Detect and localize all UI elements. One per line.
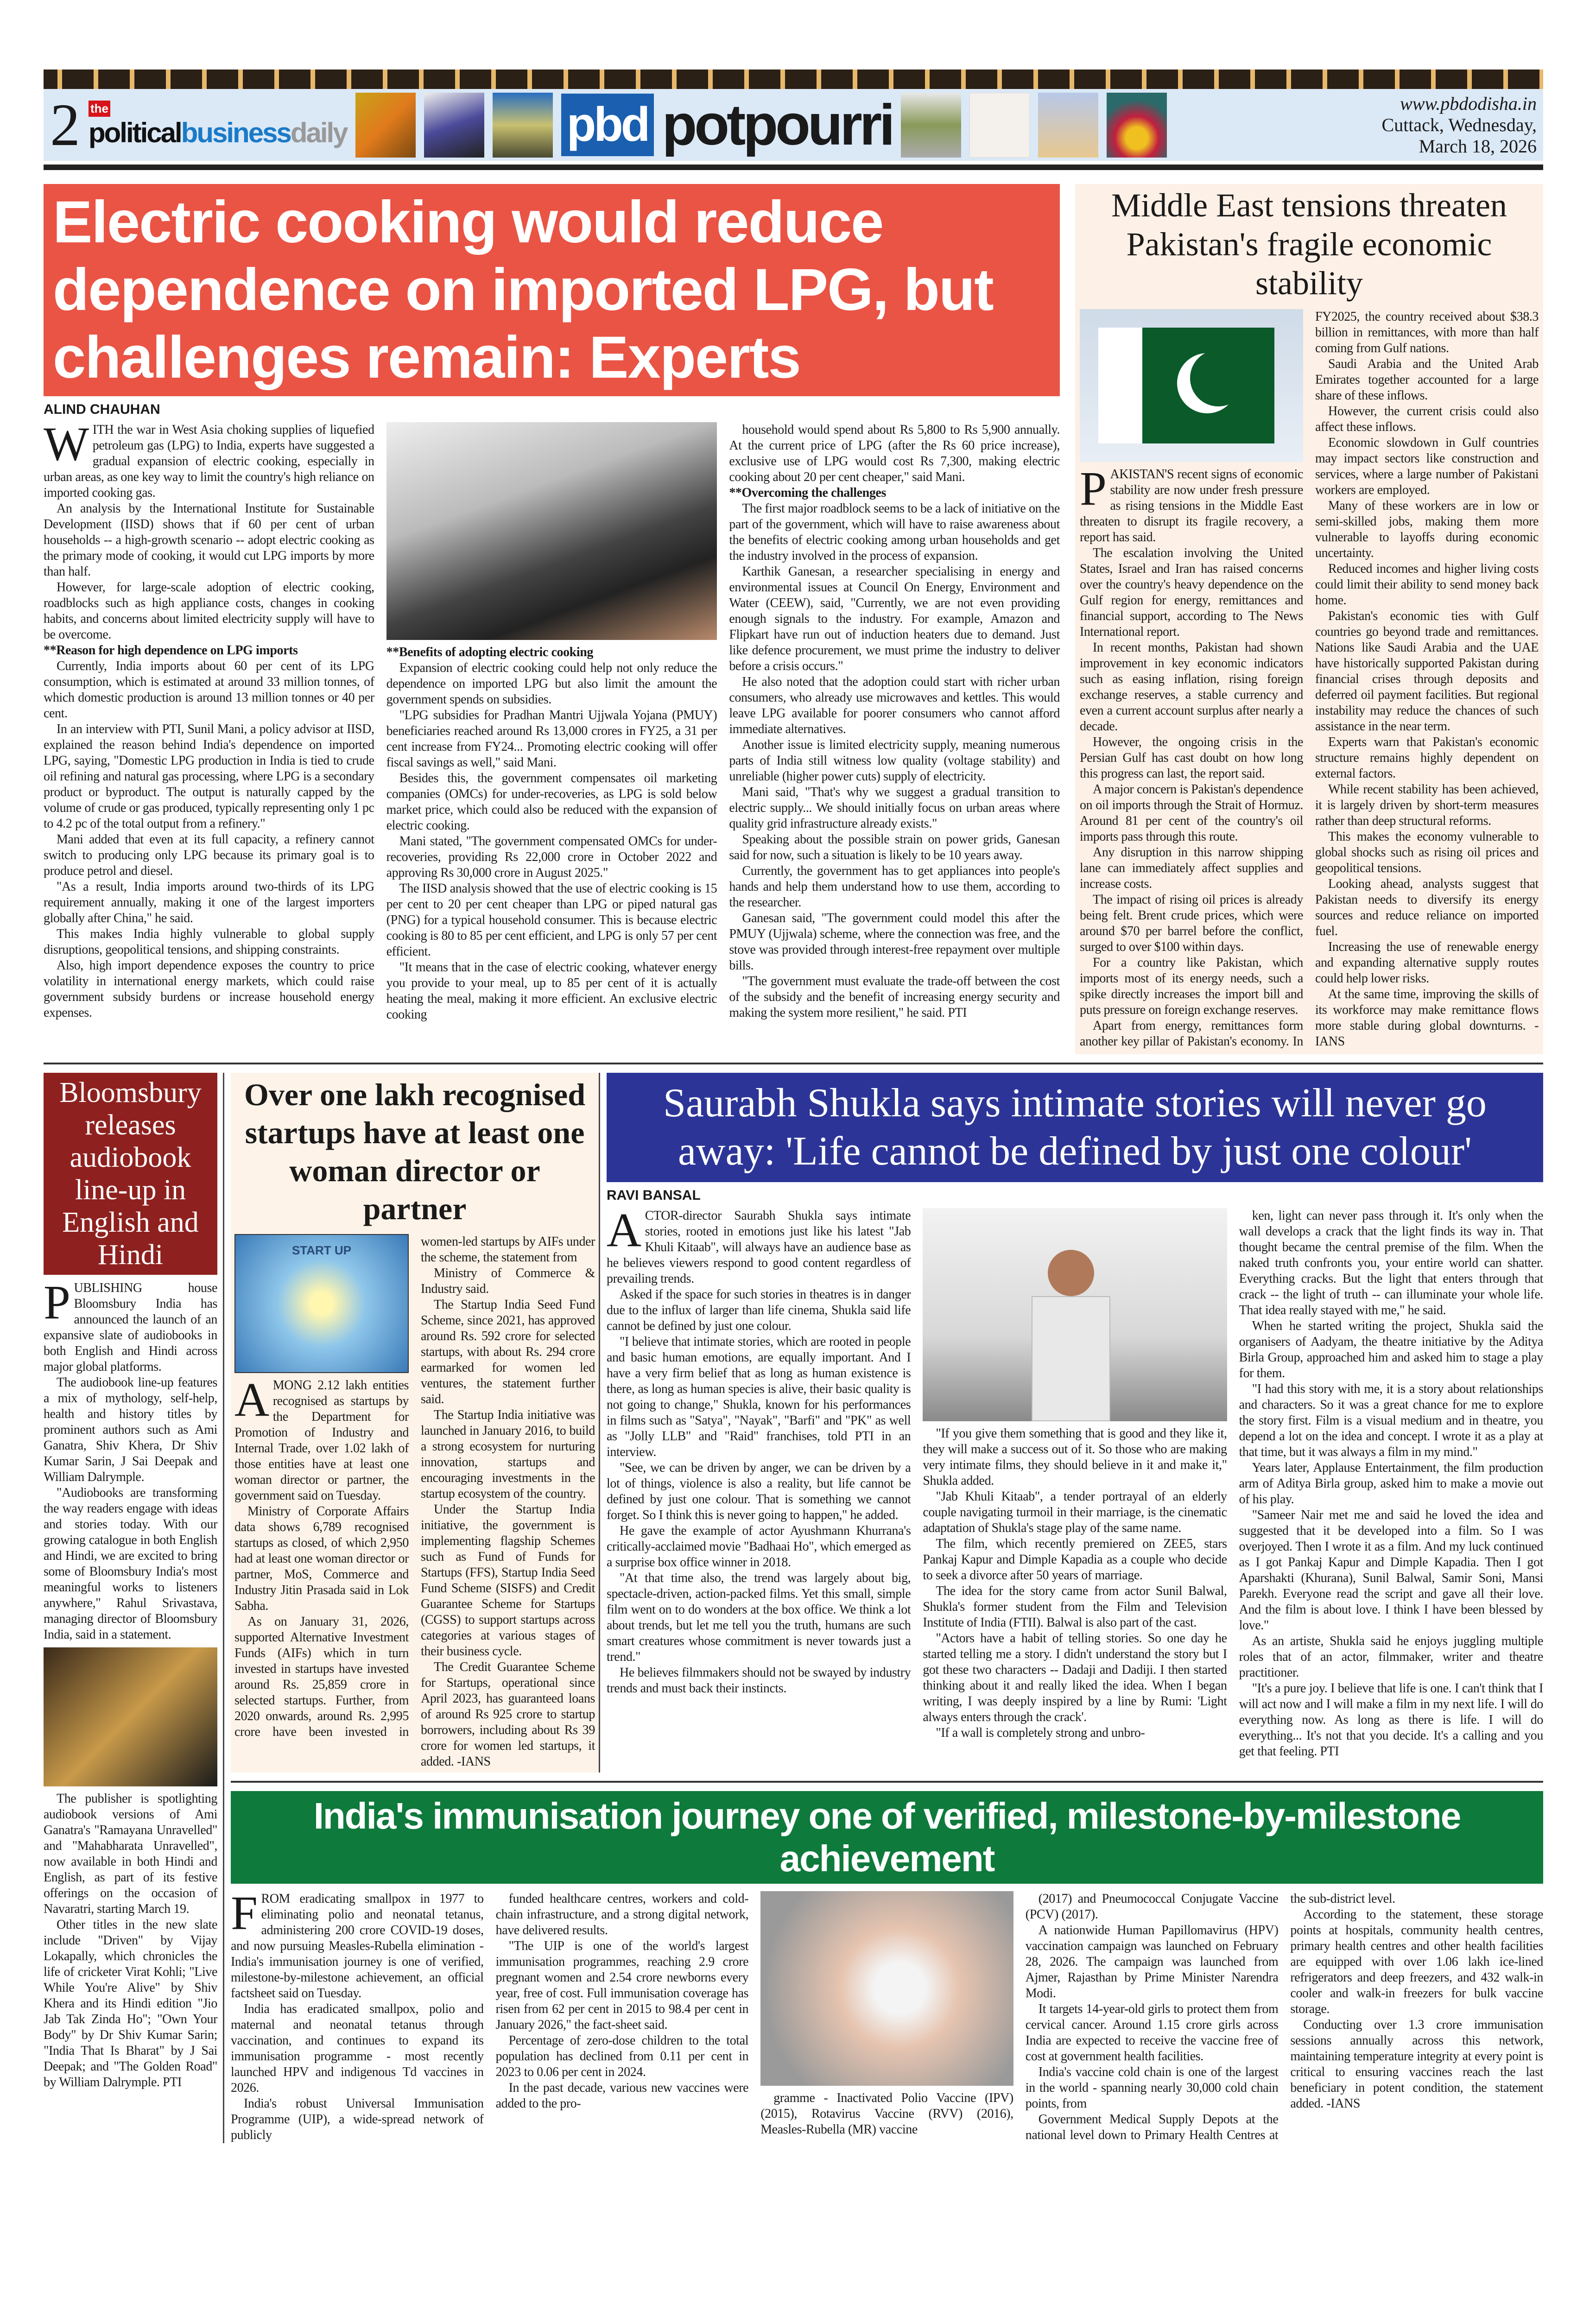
paragraph: Also, high import dependence exposes the country to price volatility in international energy markets, which could raise government subsidy burdens or increase household energy expenses. bbox=[44, 958, 374, 1020]
headline-immunisation: India's immunisation journey one of verified, milestone-by-milestone achievement bbox=[231, 1791, 1543, 1884]
text-block bbox=[44, 418, 374, 1021]
paragraph: Speaking about the possible strain on power grids, Ganesan said for now, such a situation is likely to be 10 years away. bbox=[729, 832, 1060, 862]
masthead-image-idol bbox=[355, 93, 416, 158]
paragraph: As on January 31, 2026, supported Alternative Investment Funds (AIFs) which in turn invested in startups have invested around Rs. 25,859 crore in selected startups. Further, from 2020 onwards, around Rs. 2,995 crore have been invested in women-led startups by AIFs under the scheme, the statement from bbox=[234, 1234, 595, 1739]
byline-electric: ALIND CHAUHAN bbox=[44, 402, 160, 417]
paragraph: Increasing the use of renewable energy and expanding alternative supply routes could help lower risks. bbox=[1315, 940, 1539, 986]
paragraph: "As a result, India imports around two-thirds of its LPG requirement annually, making it one of the largest importers globally after China," he said. bbox=[44, 880, 374, 925]
paragraph: The impact of rising oil prices is already being felt. Brent crude prices, which were around $70 per barrel before the conflict, surged to over $100 within days. bbox=[1080, 893, 1303, 954]
paragraph: "It means that in the case of electric cooking, whatever energy you provide to your meal, up to 85 per cent of it is actually heating the meal, making it more efficient. An exclusive electric cooking bbox=[386, 960, 717, 1022]
paragraph: "If you give them something that is good and they like it, they will make a success out of it. So those who are making very intimate films, they should believe in it and make it," Shukla added. bbox=[923, 1426, 1227, 1488]
saurabh-shukla-photo bbox=[923, 1208, 1227, 1421]
text-block bbox=[1026, 1891, 1279, 2112]
paragraph: Saudi Arabia and the United Arab Emirates together accounted for a large share of these inflows. bbox=[1315, 357, 1539, 403]
paragraph: The Startup India initiative was launched in January 2016, to build a strong ecosystem for nurturing innovation, startups and encouraging investments in the startup ecosystem of the country. bbox=[421, 1408, 595, 1501]
startup-image-label: START UP bbox=[291, 1243, 352, 1257]
paragraph: "Audiobooks are transforming the way readers engage with ideas and stories today. With our growing catalogue in both English and Hindi, we are excited to bring some of Bloomsbury India's most meaningful works to listeners anywhere," Rahul Srivastava, managing director of Bloomsbury India, said in a statement. bbox=[44, 1486, 217, 1642]
text-block bbox=[729, 422, 1060, 1021]
dropcap: P bbox=[44, 1276, 70, 1329]
text-block bbox=[44, 1276, 217, 1643]
paragraph: "Jab Khuli Kitaab", a tender portrayal of an elderly couple navigating turmoil in their marriage, is the cinematic adaptation of Shukla's stage play of the same name. bbox=[923, 1489, 1227, 1535]
paragraph: Currently, the government has to get appliances into people's hands and help them understand how to use them, according to the researcher. bbox=[729, 864, 1060, 910]
paragraph: AKISTAN'S recent signs of economic stability are now under fresh pressure as rising tensions in the Middle East threaten to disrupt its fragile recovery, a report has said. bbox=[1080, 467, 1303, 544]
dropcap: W bbox=[44, 418, 89, 471]
logo-business: business bbox=[181, 117, 291, 148]
paragraph: Looking ahead, analysts suggest that Pakistan needs to diversify its energy sources and reduce reliance on imported fuel. bbox=[1315, 877, 1539, 938]
newspaper-page bbox=[44, 70, 1543, 2143]
paragraph: Currently, India imports about 60 per cent of its LPG consumption, which is estimated at around 33 million tonnes, of which domestic production is around 13 million tonnes or 40 per cent. bbox=[44, 659, 374, 721]
paragraph: However, the current crisis could also affect these inflows. bbox=[1315, 404, 1539, 434]
article-shukla bbox=[600, 1073, 1543, 1773]
masthead-rule bbox=[44, 165, 1543, 170]
article-startups bbox=[231, 1073, 600, 1773]
paragraph: He believes filmmakers should not be swayed by industry trends and must back their instincts. bbox=[607, 1665, 911, 1696]
paragraph: "I believe that intimate stories, which are rooted in people and basic human emotions, are equally important. And I have a very firm belief that as long as human existence is there, as long as human species is alive, their basic quality is not going to change," Shukla, known for his performances in films such as "Satya", "Nayak", "Barfi" and "PK" as well as "Jolly LLB" and "Raid" franchises, told PTI in an interview. bbox=[607, 1335, 911, 1459]
paragraph: "Sameer Nair met me and said he loved the idea and suggested that it be developed into a film. So I was overjoyed. Then I wrote it as a film. And my luck continued as I got Pankaj Kapur and Dimple Kapadia. Then I got Aparshakti (Khurana), Sunil Balwal, Samir Soni, Mansi Parekh. Everyone read the script and gave all their love. And the film is about love. I think I have been blessed by love." bbox=[1239, 1508, 1543, 1633]
dropcap: F bbox=[231, 1887, 258, 1940]
paragraph: Pakistan's economic ties with Gulf countries go beyond trade and remittances. Nations like Saudi Arabia and the UAE have historically supported Pakistan during financial crises through deposits and deferred oil payment facilities. But regional instability may reduce the chances of such assistance in the near term. bbox=[1315, 609, 1539, 734]
paragraph: Under the Startup India initiative, the government is implementing flagship Schemes such as Fund of Funds for Startups (FFS), Startup India Seed Fund Scheme (SISFS) and Credit Guarantee Scheme for Startups (CGSS) to support startups across categories at various stages of their business cycle. bbox=[421, 1502, 595, 1659]
paragraph: CTOR-director Saurabh Shukla says intimate stories, rooted in emotions just like his latest "Jab Khuli Kitaab", will always have an audience base as he believes viewers respond to good content regardless of prevailing trends. bbox=[607, 1209, 911, 1286]
paragraph: In recent months, Pakistan had shown improvement in key economic indicators such as easing inflation, rising foreign exchange reserves, a stable currency and even a current account surplus after nearly a decade. bbox=[1080, 640, 1303, 734]
page-number: 2 bbox=[50, 91, 80, 158]
bottom-right-block bbox=[231, 1073, 1543, 2143]
logo-daily: daily bbox=[290, 117, 347, 148]
text-block bbox=[923, 1426, 1227, 1741]
dropcap: A bbox=[234, 1373, 269, 1426]
startups-body bbox=[234, 1234, 595, 1770]
paragraph: Economic slowdown in Gulf countries may impact sectors like construction and services, where a large number of Pakistani workers are employed. bbox=[1315, 436, 1539, 497]
newspaper-logo bbox=[89, 101, 347, 149]
section-badge-pbd: pbd bbox=[561, 94, 654, 156]
paragraph: India has eradicated smallpox, polio and maternal and neonatal tetanus through vaccination, and continues to expand its immunisation programme - most recently launched HPV and indigenous Td vaccines in 2026. bbox=[231, 2002, 484, 2095]
paragraph: Mani stated, "The government compensated OMCs for under-recoveries, providing Rs 22,000 crore in October 2022 and approving Rs 30,000 crore in August 2025." bbox=[386, 834, 717, 880]
paragraph: ken, light can never pass through it. It's only when the wall develops a crack that the light finds its way in. That thought became the central premise of the film. When the naked truth confronts you, your entire world can shatter. Everything cracks. But the light that enters through that crack -- the light of truth -- can illuminate your whole life. That idea really stayed with me," he said. bbox=[1239, 1209, 1543, 1317]
text-block bbox=[1315, 435, 1539, 1050]
paragraph: Expansion of electric cooking could help not only reduce the dependence on imported LPG but also limit the amount the government spends on subsidies. bbox=[386, 661, 717, 707]
paragraph: A nationwide Human Papillomavirus (HPV) vaccination campaign was launched on February 28, 2026. The campaign was launched from Ajmer, Rajasthan by Prime Minister Narendra Modi. bbox=[1025, 1923, 1279, 2000]
paragraph: The first major roadblock seems to be a lack of initiative on the part of the government, which will have to raise awareness about the benefits of electric cooking among urban households and get the industry involved in the process of expansion. bbox=[729, 501, 1060, 563]
paragraph: ROM eradicating smallpox in 1977 to eliminating polio and neonatal tetanus, administering 200 crore COVID-19 doses, and now pursuing Measles-Rubella elimination - India's immunisation journey is one of verified, milestone-by-milestone achievement, an official factsheet said on Tuesday. bbox=[231, 1892, 484, 2000]
headline-startups: Over one lakh recognised startups have at least one woman director or partner bbox=[244, 1077, 586, 1226]
paragraph: Government Medical Supply Depots at the national level down to Primary Health Centres at the sub-district level. bbox=[1025, 1892, 1395, 2142]
article-immunisation bbox=[231, 1791, 1543, 2143]
paragraph: However, for large-scale adoption of electric cooking, roadblocks such as high appliance costs, changes in cooking habits, and concerns about limited electricity supply will have to be overcome. bbox=[44, 580, 374, 642]
paragraph: Mani said, "That's why we suggest a gradual transition to electric supply... We should initially focus on urban areas where quality grid infrastructure already exists." bbox=[729, 785, 1060, 831]
electric-body bbox=[44, 418, 1060, 1023]
masthead-image-landscape bbox=[493, 93, 553, 158]
paragraph: (2017) and Pneumococcal Conjugate Vaccine (PCV) (2017). bbox=[1025, 1892, 1279, 1922]
middle-stories-row bbox=[231, 1073, 1543, 1773]
masthead-band bbox=[44, 89, 1543, 161]
text-block bbox=[760, 2090, 1013, 2138]
induction-cooktop-photo bbox=[386, 422, 717, 640]
paragraph: "The UIP is one of the world's largest immunisation programmes, reaching 2.9 crore pregnant women and 2.54 crore newborns every year, free of cost. Full immunisation coverage has risen from 62 per cent in 2015 to 98.4 per cent in January 2026," the fact-sheet said. bbox=[495, 1939, 749, 2032]
masthead-image-motorbike bbox=[424, 93, 484, 158]
text-block bbox=[607, 1203, 911, 1697]
paragraph: "Actors have a habit of telling stories. So one day he started telling me a story. I didn't understand the story but I got these two characters -- Dadaji and Dadiji. I then started thinking about it and really liked the idea. When I began writing, I was deeply inspired by a line by Rumi: 'Light always enters through the crack'. bbox=[923, 1631, 1227, 1724]
paragraph: "See, we can be driven by anger, we can be driven by a lot of things, violence is also a reality, but life cannot be defined by just one colour. That is something we cannot forget. So I think this is never going to happen," he added. bbox=[607, 1461, 911, 1522]
masthead-image-palm bbox=[969, 93, 1030, 158]
paragraph: **Benefits of adopting electric cooking bbox=[386, 645, 594, 659]
logo-political: political bbox=[89, 117, 181, 148]
paragraph: Experts warn that Pakistan's economic structure remains highly dependent on external factors. bbox=[1315, 735, 1539, 781]
paragraph: In an interview with PTI, Sunil Mani, a policy advisor at IISD, explained the reason behind India's dependence on imported LPG, saying, "Domestic LPG production in India is tied to crude oil refining and natural gas processing, where LPG is a secondary product or byproduct. The output is naturally capped by the volume of crude or gas produced, typically representing only 1 pc to 4.2 pc of the total output from a refinery." bbox=[44, 722, 374, 831]
dateline-date: March 18, 2026 bbox=[1419, 135, 1537, 157]
paragraph: The Startup India Seed Fund Scheme, since 2021, has approved around Rs. 592 crore for selected startups, with about Rs. 294 crore earmarked for women led ventures, the statement further said. bbox=[421, 1298, 595, 1406]
paragraph: Ministry of Commerce & Industry said. bbox=[421, 1266, 595, 1296]
paragraph: This makes the economy vulnerable to global shocks such as rising oil prices and geopolitical tensions. bbox=[1315, 829, 1539, 875]
paragraph: India's vaccine cold chain is one of the largest in the world - spanning nearly 30,000 cold chain points, from bbox=[1025, 2065, 1279, 2111]
text-block bbox=[496, 1891, 749, 2112]
paragraph: When he started writing the project, Shukla said the organisers of Aadyam, the theatre initiative by the Aditya Birla Group, approached him and asked him to stage a play for them. bbox=[1239, 1319, 1543, 1380]
headline-bloomsbury: Bloomsbury releases audiobook line-up in English and Hindi bbox=[44, 1073, 217, 1275]
shukla-body bbox=[607, 1203, 1543, 1760]
paragraph: Apart from energy, remittances form another key pillar of Pakistan's economy. In FY2025, the country received about $38.3 billion in remittances, with more than half coming from Gulf nations. bbox=[1080, 310, 1539, 1049]
text-block bbox=[1239, 1208, 1543, 1760]
dateline bbox=[1382, 93, 1537, 157]
startup-illustration bbox=[234, 1234, 409, 1373]
paragraph: The escalation involving the United States, Israel and Iran has raised concerns over the country's heavy dependence on the Gulf region for energy, remittances and financial support, according to The News International report. bbox=[1080, 546, 1303, 639]
logo-the: the bbox=[89, 101, 110, 117]
paragraph: "If a wall is completely strong and unbro- bbox=[936, 1726, 1145, 1740]
paragraph: Another issue is limited electricity supply, meaning numerous parts of India still witness low quality (voltage stability) and unreliable (higher power cuts) supply of electricity. bbox=[729, 738, 1060, 784]
paragraph: Percentage of zero-dose children to the total population has declined from 0.11 per cent in 2023 to 0.06 per cent in 2024. bbox=[495, 2033, 749, 2079]
dropcap: P bbox=[1080, 462, 1107, 515]
text-block bbox=[44, 1791, 217, 2090]
paragraph: Ministry of Corporate Affairs data shows 6,789 recognised startups as closed, of which 2,950 had at least one woman director or partner, MoS, Commerce and Industry Jitin Prasada said in Lok Sabha. bbox=[234, 1504, 409, 1613]
paragraph: He also noted that the adoption could start with richer urban consumers, who already use microwaves and kettles. This would leave LPG available for poorer consumers who cannot afford immediate alternatives. bbox=[729, 675, 1060, 736]
paragraph: household would spend about Rs 5,800 to Rs 5,900 annually. At the current price of LPG (after the Rs 60 price increase), exclusive use of LPG would cost Rs 7,300, making electric cooking about 20 per cent cheaper," said Mani. bbox=[729, 423, 1060, 484]
pakistan-body bbox=[1080, 309, 1539, 1050]
paragraph: "It's a pure joy. I believe that life is one. I can't think that I will act now and I will make a film in my next life. I will do everything now. As long as there is life. I will do everything... It's not that you decide. It's a calling and you get that feeling. PTI bbox=[1239, 1681, 1543, 1759]
paragraph: India's robust Universal Immunisation Programme (UIP), a wide-spread network of publicly bbox=[231, 2096, 484, 2142]
paragraph: An analysis by the International Institute for Sustainable Development (IISD) shows that if 60 per cent of urban households -- a high-growth scenario -- adopt electric cooking as the primary mode of cooking, it would cut LPG imports by more than half. bbox=[44, 501, 374, 579]
paragraph: The film, which recently premiered on ZEE5, stars Pankaj Kapur and Dimple Kapadia as a couple who decide to seek a divorce after 50 years of marriage. bbox=[923, 1537, 1227, 1583]
candles-banner bbox=[44, 70, 1543, 89]
paragraph: It targets 14-year-old girls to protect them from cervical cancer. Around 1.15 crore girls across India are expected to receive the vaccine free of cost at government health facilities. bbox=[1025, 2002, 1279, 2064]
paragraph: Years later, Applause Entertainment, the film production arm of Aditya Birla group, asked him to make a movie out of his play. bbox=[1239, 1461, 1543, 1507]
paragraph: The IISD analysis showed that the use of electric cooking is 15 per cent to 20 per cent cheaper than LPG or piped natural gas (PNG) for a typical household consumer. This is because electric cooking is 80 to 85 per cent efficient, and LPG is only 57 per cent efficient. bbox=[386, 881, 717, 959]
paragraph: According to the statement, these storage points at hospitals, community health centres, primary health centres and other health facilities are equipped with over 1.06 lakh ice-lined refrigerators and deep freezers, and 432 walk-in cooler and walk-in freezers for bulk vaccine storage. bbox=[1290, 1907, 1543, 2016]
byline-shukla: RAVI BANSAL bbox=[607, 1188, 701, 1203]
paragraph: Mani added that even at its full capacity, a refinery cannot switch to producing only LPG because its primary goal is to produce petrol and diesel. bbox=[44, 832, 374, 878]
text-block bbox=[231, 1887, 484, 2143]
dropcap: A bbox=[607, 1203, 641, 1257]
paragraph: As an artiste, Shukla said he enjoys juggling multiple roles that of an actor, filmmaker, writer and theatre practitioner. bbox=[1239, 1634, 1543, 1680]
paragraph: **Overcoming the challenges bbox=[729, 486, 886, 500]
website-link[interactable]: www.pbdodisha.in bbox=[1400, 93, 1537, 114]
masthead-image-plant bbox=[901, 93, 961, 158]
paragraph: ITH the war in West Asia choking supplies of liquefied petroleum gas (LPG) to India, experts have suggested a gradual expansion of electric cooking, especially in urban areas, as one key way to limit the country's high reliance on imported cooking gas. bbox=[44, 423, 374, 500]
pakistan-flag-photo bbox=[1080, 309, 1303, 462]
paragraph: Ganesan said, "The government could model this after the PMUY (Ujjwala) scheme, where the connection was free, and the stove was provided through interest-free repayment over multiple bills. bbox=[729, 911, 1060, 973]
bloomsbury-body bbox=[44, 1276, 217, 2090]
masthead-image-billiard-balls bbox=[1107, 93, 1167, 158]
paragraph: A major concern is Pakistan's dependence on oil imports through the Strait of Hormuz. Around 81 per cent of the country's oil imports pass through this route. bbox=[1080, 782, 1303, 844]
paragraph: The Credit Guarantee Scheme for Startups, operational since April 2023, has guaranteed loans of around Rs 925 crore to startup borrowers, including about Rs 39 crore for women led startups, it added. -IANS bbox=[421, 1660, 595, 1769]
paragraph: Asked if the space for such stories in theatres is in danger due to the influx of larger than life cinema, Shukla said life cannot be defined by just one colour. bbox=[607, 1287, 911, 1333]
paragraph: The publisher is spotlighting audiobook versions of Ami Ganatra's "Ramayana Unravelled" and "Mahabharata Unravelled", now available in both Hindi and English, as part of its festive offerings on the occasion of Navaratri, starting March 19. bbox=[44, 1792, 217, 1916]
paragraph: At the same time, improving the skills of its workforce may make remittance flows more stable during global downturns. -IANS bbox=[1315, 987, 1539, 1049]
paragraph: Conducting over 1.3 crore immunisation sessions annually across this network, maintaining temperature integrity at every point is critical to ensuring vaccines reach the last beneficiary in potent condition, the statement added. -IANS bbox=[1290, 2018, 1543, 2111]
books-photo bbox=[44, 1647, 217, 1786]
vaccine-vial-photo bbox=[760, 1891, 1013, 2086]
paragraph: Karthik Ganesan, a researcher specialising in energy and environmental issues at Council On Energy, Environment and Water (CEEW), said, "Currently, we are not even providing enough signals to the industry. For example, Amazon and Flipkart have run out of induction heaters due to demand. Just like defence procurement, we must prime the industry to deliver before a crisis occurs." bbox=[729, 564, 1060, 673]
paragraph: "The government must evaluate the trade-off between the cost of the subsidy and the benefit of increasing energy security and making the system more resilient," he said. PTI bbox=[729, 974, 1060, 1020]
article-bloomsbury bbox=[44, 1073, 224, 2143]
section-divider bbox=[44, 1063, 1543, 1064]
paragraph: Reduced incomes and higher living costs could limit their ability to send money back home. bbox=[1315, 562, 1539, 608]
paragraph: funded healthcare centres, workers and cold-chain infrastructure, and a strong digital network, have delivered results. bbox=[495, 1892, 749, 1937]
top-stories-row bbox=[44, 184, 1543, 1054]
paragraph: For a country like Pakistan, which imports most of its energy needs, such a spike directly increases the import bill and puts pressure on foreign exchange reserves. bbox=[1080, 956, 1303, 1017]
paragraph: Besides this, the government compensates oil marketing companies (OMCs) for under-recoveries, as LPG is sold below market price, which could also be reduced with the expansion of electric cooking. bbox=[386, 771, 717, 833]
immunisation-body bbox=[231, 1887, 1543, 2143]
paragraph: The audiobook line-up features a mix of mythology, self-help, health and history titles by prominent authors such as Ami Ganatra, Shiv Khera, Dr Shiv Kumar Sarin, J Sai Deepak and William Dalrymple. bbox=[44, 1375, 217, 1484]
paragraph: Other titles in the new slate include "Driven" by Vijay Lokapally, which chronicles the life of cricketer Virat Kohli; "Live While You're Alive" by Shiv Khera and its Hindi edition "Jio Jab Tak Zinda Ho"; "Own Your Body" by Dr Shiv Kumar Sarin; "India That Is Bharat" by J Sai Deepak; and "The Golden Road" by William Dalrymple. PTI bbox=[44, 1918, 217, 2089]
paragraph: "LPG subsidies for Pradhan Mantri Ujjwala Yojana (PMUY) beneficiaries reached around Rs 13,000 crores in FY25, a 31 per cent increase from FY24... Promoting electric cooking will offer fiscal savings as well," said Mani. bbox=[386, 708, 717, 770]
article-pakistan bbox=[1075, 184, 1543, 1054]
section-divider bbox=[231, 1781, 1543, 1783]
paragraph: gramme - Inactivated Polio Vaccine (IPV) (2015), Rotavirus Vaccine (RVV) (2016), Measles-Rubella (MR) vaccine bbox=[760, 2091, 1013, 2137]
headline-pakistan: Middle East tensions threaten Pakistan's fragile economic stability bbox=[1111, 187, 1507, 302]
headline-shukla: Saurabh Shukla says intimate stories will never go away: 'Life cannot be defined by just one colour' bbox=[607, 1073, 1543, 1182]
dateline-day: Cuttack, Wednesday, bbox=[1381, 114, 1537, 135]
masthead-image-taj-mahal bbox=[1038, 93, 1098, 158]
paragraph: "I had this story with me, it is a story about relationships and characters. So it was a great chance for me to explore the story first. Film is a visual medium and in theatre, you depend a lot on the idea and concept. I wrote it as a play at that time, but it was always a film in my mind." bbox=[1239, 1382, 1543, 1459]
paragraph: UBLISHING house Bloomsbury India has announced the launch of an expansive slate of audiobooks in both English and Hindi across major global platforms. bbox=[44, 1281, 217, 1374]
bottom-stories-row bbox=[44, 1073, 1543, 2143]
paragraph: He gave the example of actor Ayushmann Khurrana's critically-acclaimed movie "Badhaai Ho", which emerged as a surprise box office winner in 2018. bbox=[607, 1524, 911, 1570]
section-title: potpourri bbox=[662, 93, 893, 157]
paragraph: The idea for the story came from actor Sunil Balwal, Shukla's former student from the Film and Television Institute of India (FTII). Balwal is also part of the cast. bbox=[923, 1584, 1227, 1630]
paragraph: While recent stability has been achieved, it is largely driven by short-term measures rather than deep structural reforms. bbox=[1315, 782, 1539, 828]
paragraph: MONG 2.12 lakh entities recognised as startups by the Department for Promotion of Industry and Internal Trade, over 1.02 lakh of those entities have at least one woman director or partner, the government said on Tuesday. bbox=[234, 1378, 409, 1503]
paragraph: Any disruption in this narrow shipping lane can immediately affect supplies and increase costs. bbox=[1080, 845, 1303, 891]
text-block bbox=[421, 1266, 595, 1770]
paragraph: However, the ongoing crisis in the Persian Gulf has cast doubt on how long this progress can last, the report said. bbox=[1080, 735, 1303, 781]
paragraph: This makes India highly vulnerable to global supply disruptions, geopolitical tensions, and shipping constraints. bbox=[44, 927, 374, 957]
paragraph: "At that time also, the trend was largely about big, spectacle-driven, action-packed films. Yet this small, simple film went on to do wonders at the box office. We think a lot about trends, but let me tell you the truth, humans are such smart creatures whose commitment is never towards just a trend." bbox=[607, 1571, 911, 1664]
paragraph: Many of these workers are in low or semi-skilled jobs, making them more vulnerable to layoffs during economic uncertainty. bbox=[1315, 499, 1539, 560]
text-block bbox=[386, 645, 717, 1023]
paragraph: **Reason for high dependence on LPG imports bbox=[44, 643, 298, 658]
headline-electric-cooking: Electric cooking would reduce dependence on imported LPG, but challenges remain: Experts bbox=[44, 184, 1060, 396]
paragraph: In the past decade, various new vaccines were added to the pro- bbox=[495, 2081, 749, 2111]
article-electric-cooking bbox=[44, 184, 1060, 1054]
